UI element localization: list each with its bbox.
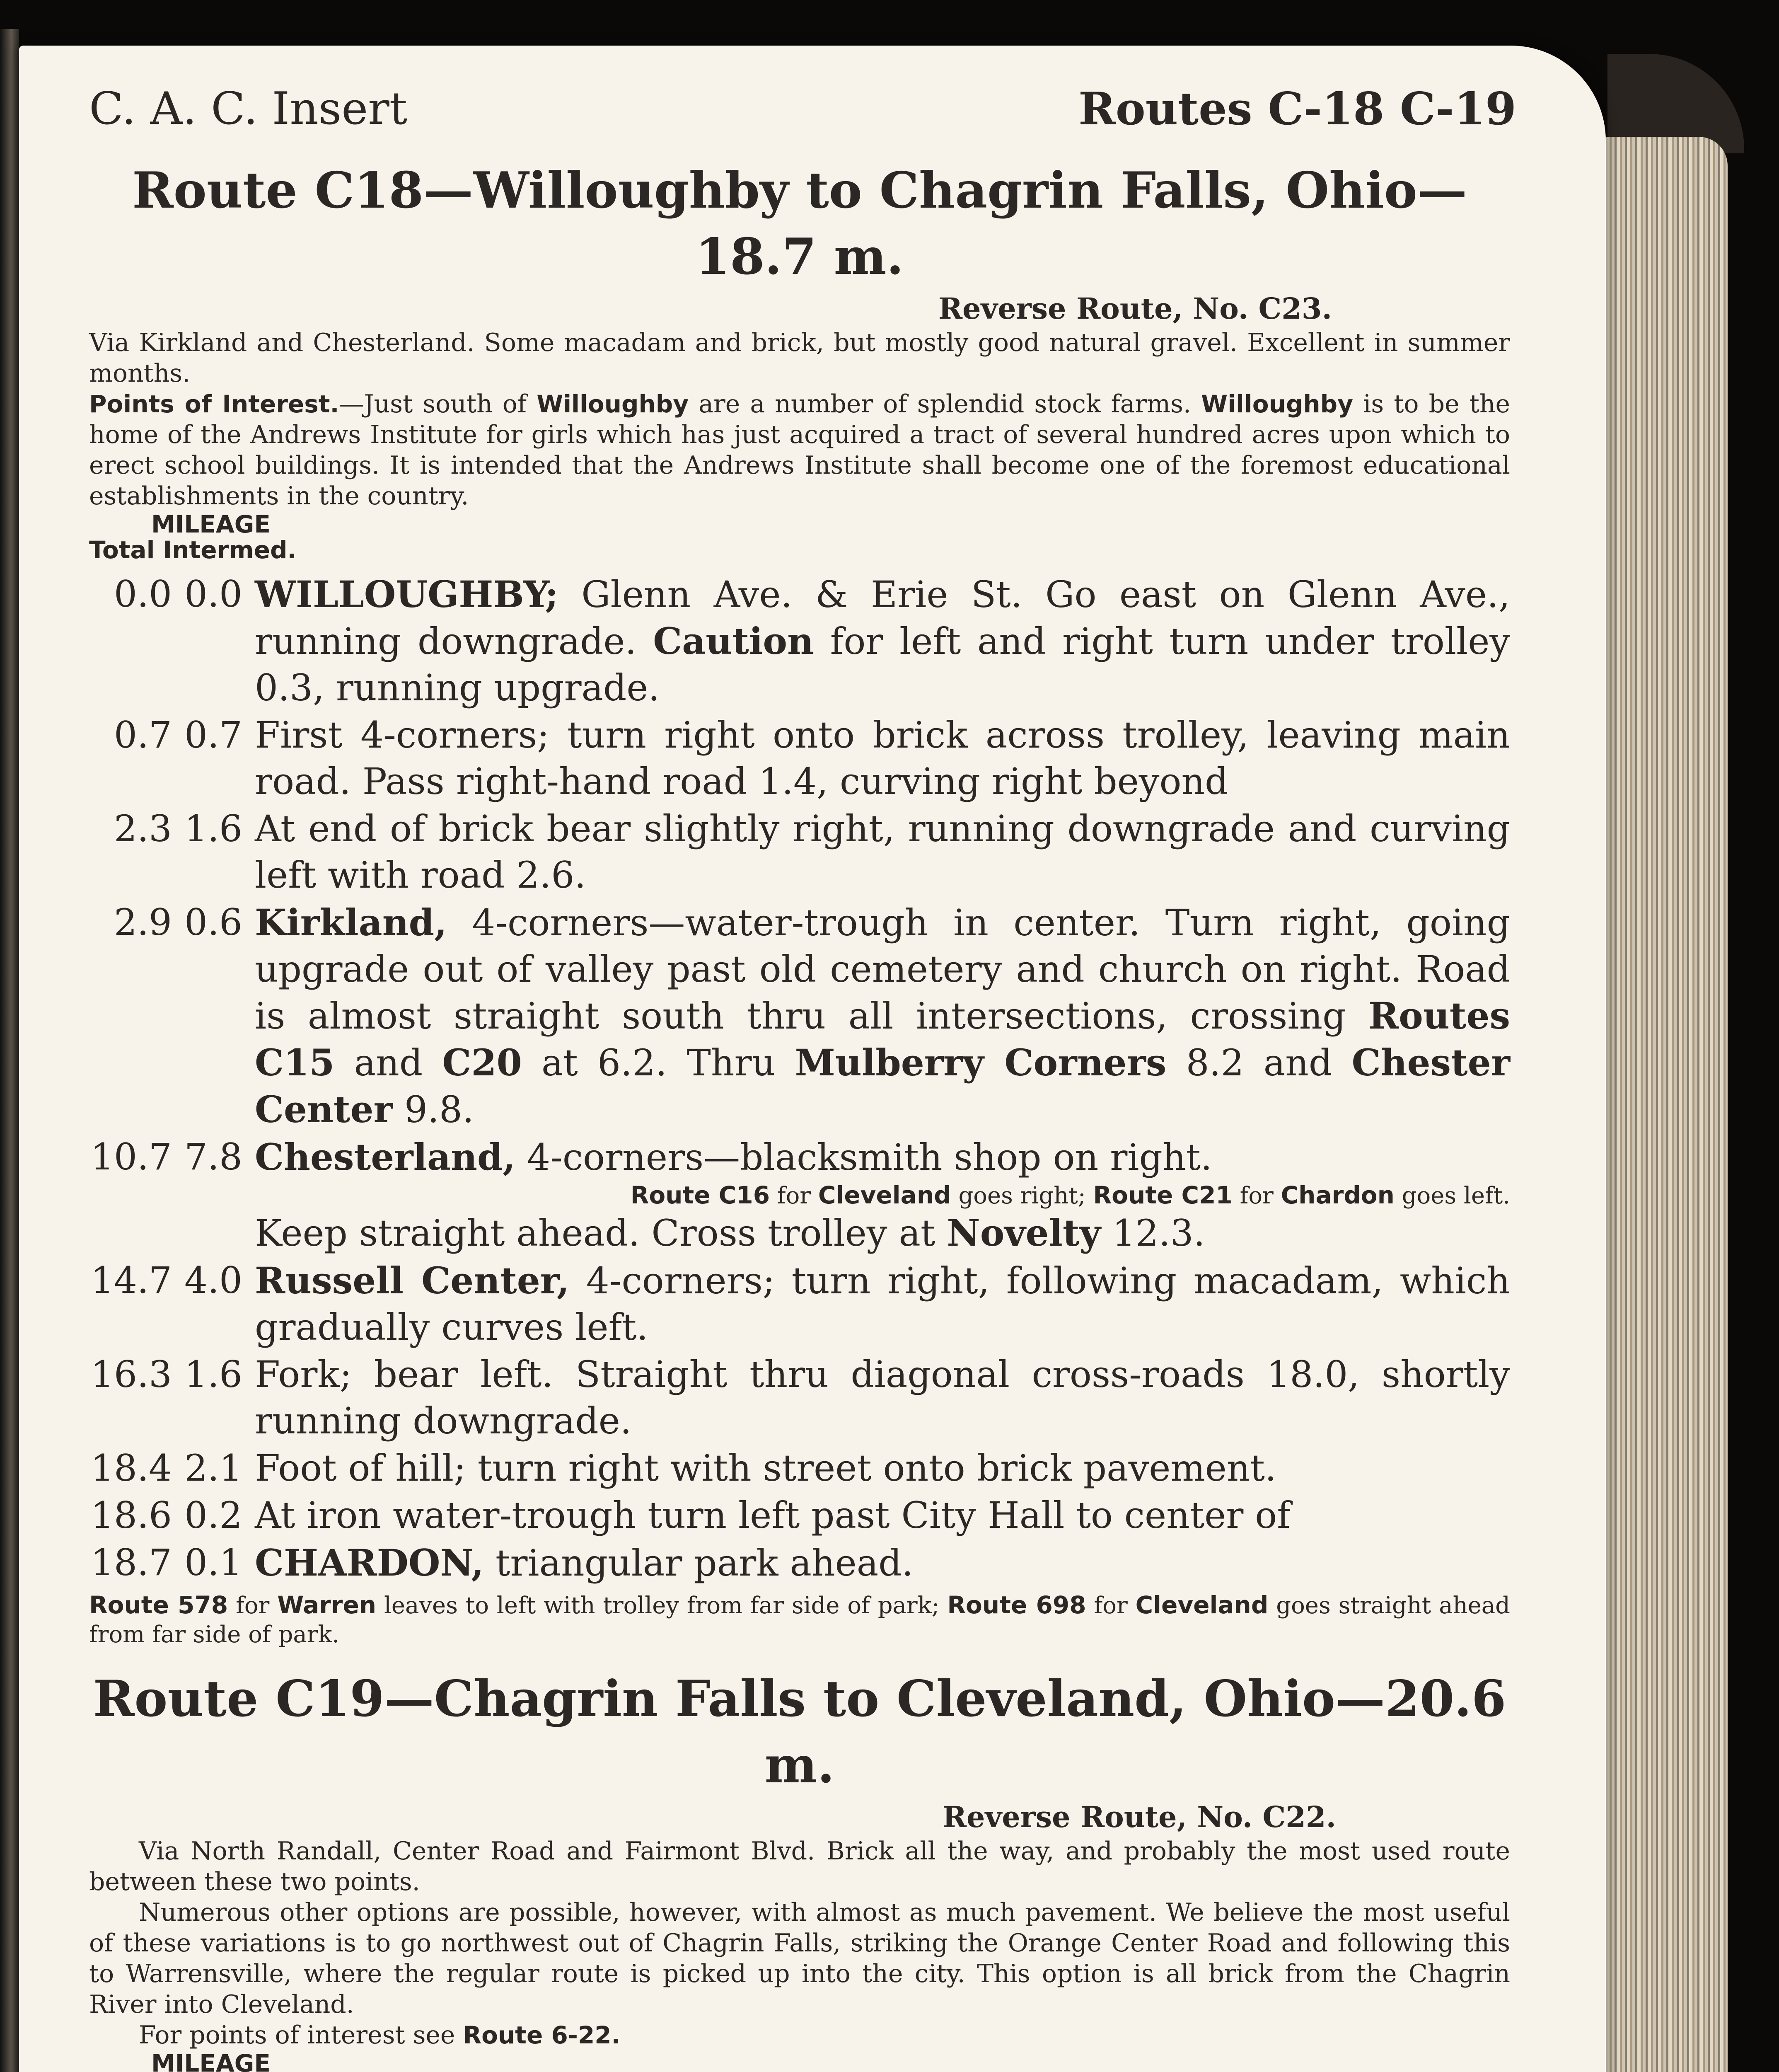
route-c19-section — [89, 1666, 1510, 2072]
mileage-intermediate-empty — [172, 1210, 255, 1256]
route-ref: Route 6-22. — [463, 2021, 621, 2049]
route-row — [89, 712, 1510, 805]
route-ref: Route C16 — [630, 1181, 770, 1209]
mileage-intermediate: 0.0 — [184, 573, 242, 615]
mileage-intermediate: 0.1 — [184, 1541, 242, 1584]
note-text: for — [228, 1592, 278, 1619]
route-ref: Route 578 — [89, 1591, 228, 1619]
mileage-total-empty — [89, 1210, 172, 1256]
mileage-header — [89, 2050, 1510, 2072]
mileage-total: 0.7 — [114, 714, 172, 756]
instruction-text: for left and right turn under trolley 0.3, running upgrade. — [255, 620, 1510, 709]
place-name: Warren — [277, 1591, 377, 1619]
note-text: goes right; — [951, 1182, 1093, 1209]
instruction-text: triangular park ahead. — [484, 1542, 914, 1584]
header-left: C. A. C. Insert — [89, 83, 408, 135]
poi-text: —Just south of — [339, 390, 537, 419]
instruction-text: 4-corners—water-trough in center. Turn right, going upgrade out of valley past old cemetery and church on right. Road is almost straight south thru all intersections, crossing — [255, 901, 1510, 1037]
place-name: Cleveland — [818, 1181, 951, 1209]
mileage-intermediate: 2.1 — [184, 1447, 242, 1489]
chesterland-note — [89, 1181, 1510, 1210]
mileage-total: 0.0 — [114, 573, 172, 615]
poi-place: Willoughby — [537, 390, 689, 418]
mileage-columns-label: Total Intermed. — [89, 536, 297, 564]
poi-text: are a number of splendid stock farms. — [689, 390, 1201, 419]
mileage-total: 18.4 — [91, 1447, 172, 1489]
route-instruction — [255, 1257, 1510, 1351]
poi-place: Willoughby — [1201, 390, 1353, 418]
note-text: leaves to left with trolley from far side of park; — [376, 1592, 948, 1619]
route-row — [89, 1351, 1510, 1444]
route-row — [89, 1445, 1510, 1491]
mileage-total: 10.7 — [91, 1135, 172, 1178]
place-name: Chardon — [1281, 1181, 1395, 1209]
route-ref: Route C21 — [1093, 1181, 1233, 1209]
mileage-total: 18.7 — [91, 1541, 172, 1584]
page-content — [89, 75, 1516, 2072]
mileage-intermediate: 0.7 — [184, 714, 242, 756]
route-ref: Route 698 — [947, 1591, 1086, 1619]
route-instruction — [255, 1539, 1510, 1586]
caution-label: Caution — [653, 620, 814, 663]
instruction-text: Keep straight ahead. Cross trolley at — [255, 1212, 947, 1254]
place-name: Cleveland — [1135, 1591, 1269, 1619]
mileage-total: 14.7 — [91, 1259, 172, 1302]
poi-text: For points of interest see — [139, 2021, 463, 2050]
mileage-total: 2.9 — [114, 901, 172, 944]
place-name: WILLOUGHBY; — [255, 573, 558, 616]
route-c19-points-of-interest — [89, 2020, 1510, 2050]
page-header — [89, 75, 1516, 157]
note-text: goes left. — [1394, 1182, 1510, 1209]
mileage-total: 2.3 — [114, 807, 172, 850]
route-instruction: Fork; bear left. Straight thru diagonal cross-roads 18.0, shortly running downgrade. — [255, 1353, 1510, 1442]
route-c18-rows — [89, 571, 1510, 1586]
mileage-label: MILEAGE — [151, 510, 271, 538]
route-instruction — [255, 571, 1510, 711]
book-page-edges — [1591, 137, 1728, 2072]
note-text: for — [1086, 1592, 1136, 1619]
route-instruction — [255, 1134, 1510, 1181]
route-c18-section — [89, 157, 1510, 1649]
instruction-text: Glenn Ave. & Erie St. Go east on Glenn Ave., running downgrade. — [255, 573, 1510, 663]
place-name: Mulberry Corners — [795, 1041, 1167, 1084]
place-name: CHARDON, — [255, 1541, 484, 1584]
route-row — [89, 1492, 1510, 1539]
route-instruction — [255, 899, 1510, 1133]
note-text: for — [1232, 1182, 1281, 1209]
route-row-continuation — [89, 1210, 1510, 1256]
mileage-intermediate: 4.0 — [184, 1259, 242, 1302]
instruction-text: 8.2 and — [1166, 1041, 1352, 1084]
instruction-text: 12.3. — [1100, 1212, 1205, 1254]
note-text: goes straight ahead from far side of park. — [89, 1592, 1511, 1648]
route-c19-reverse: Reverse Route, No. C22. — [942, 1800, 1336, 1834]
instruction-text: 4-corners; turn right, following macadam, which gradually curves left. — [255, 1259, 1510, 1348]
header-right: Routes C-18 C-19 — [1078, 83, 1516, 135]
route-instruction: At end of brick bear slightly right, running downgrade and curving left with road 2.6. — [255, 807, 1510, 896]
route-c18-intro: Via Kirkland and Chesterland. Some macadam and brick, but mostly good natural gravel. Excellent in summer months. — [89, 328, 1510, 388]
mileage-intermediate: 0.6 — [184, 901, 242, 944]
route-instruction: Foot of hill; turn right with street onto brick pavement. — [255, 1447, 1276, 1489]
route-c18-reverse: Reverse Route, No. C23. — [938, 291, 1332, 326]
mileage-total: 16.3 — [91, 1353, 172, 1396]
poi-text: is to be the home of the Andrews Institute for girls which has just acquired a tract of several hundred acres upon which to erect school buildings. It is intended that the Andrews Institute shall become one of the foremost educational establishments in the country. — [89, 390, 1510, 511]
poi-label: Points of Interest. — [89, 390, 339, 418]
mileage-intermediate: 1.6 — [184, 807, 242, 850]
route-ref: C20 — [442, 1041, 522, 1084]
mileage-intermediate: 1.6 — [184, 1353, 242, 1396]
route-instruction — [255, 1210, 1510, 1256]
route-c18-title: Route C18—Willoughby to Chagrin Falls, Ohio—18.7 m. — [132, 161, 1467, 286]
route-row — [89, 1134, 1510, 1181]
place-name: Russell Center, — [255, 1259, 570, 1302]
route-row — [89, 571, 1510, 711]
route-c19-intro: Via North Randall, Center Road and Fairmont Blvd. Brick all the way, and probably the most used route between these two points. — [89, 1837, 1510, 1896]
route-instruction: At iron water-trough turn left past City Hall to center of — [255, 1494, 1291, 1537]
route-c19-title: Route C19—Chagrin Falls to Cleveland, Ohio—20.6 m. — [93, 1670, 1506, 1794]
mileage-label: MILEAGE — [151, 2049, 271, 2072]
route-row — [89, 806, 1510, 898]
place-name: Chester Center — [255, 1041, 1510, 1131]
route-instruction: First 4-corners; turn right onto brick across trolley, leaving main road. Pass right-hand road 1.4, curving right beyond — [255, 714, 1510, 803]
book-left-edge — [0, 29, 19, 2072]
place-name: Chesterland, — [255, 1135, 516, 1179]
place-name: Novelty — [947, 1211, 1101, 1254]
place-name: Kirkland, — [255, 901, 447, 944]
instruction-text: 4-corners—blacksmith shop on right. — [515, 1136, 1212, 1179]
route-c19-options: Numerous other options are possible, however, with almost as much pavement. We believe the most useful of these variations is to go northwest out of Chagrin Falls, striking the Orange Center Road and following this to Warrensville, where the regular route is picked up into the city. This option is all brick from the Chagrin River into Cleveland. — [89, 1898, 1510, 2019]
instruction-text: and — [334, 1041, 442, 1084]
mileage-total: 18.6 — [91, 1494, 172, 1537]
mileage-header — [89, 511, 1510, 563]
route-row — [89, 1539, 1510, 1586]
route-ref: Routes C15 — [255, 994, 1510, 1084]
instruction-text: at 6.2. Thru — [522, 1041, 795, 1084]
mileage-intermediate: 0.2 — [184, 1494, 242, 1537]
route-row — [89, 1257, 1510, 1351]
chardon-note — [89, 1590, 1510, 1649]
mileage-intermediate: 7.8 — [184, 1135, 242, 1178]
instruction-text: 9.8. — [393, 1088, 474, 1131]
note-text: for — [770, 1182, 818, 1209]
route-c18-points-of-interest — [89, 389, 1510, 511]
route-row — [89, 899, 1510, 1133]
